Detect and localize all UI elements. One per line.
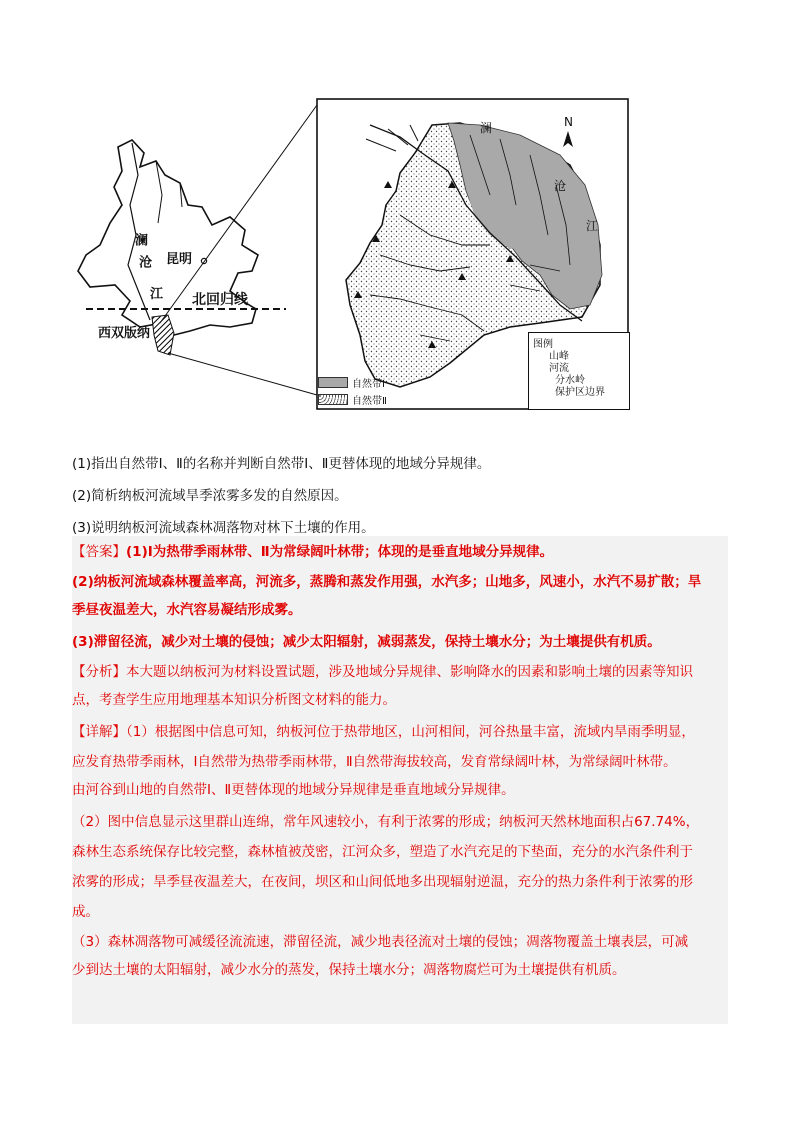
analysis-line-2: 点，考查学生应用地理基本知识分析图文材料的能力。 xyxy=(72,692,396,708)
north-label: N xyxy=(564,115,573,129)
answer-line-3: 季昼夜温差大，水汽容易凝结形成雾。 xyxy=(72,602,302,618)
zone-2-legend xyxy=(318,392,387,407)
legend-divide: 分水岭 xyxy=(555,375,585,386)
analysis-line-1: 【分析】本大题以纳板河为材料设置试题，涉及地域分异规律、影响降水的因素和影响土壤的因素等知识 xyxy=(72,664,693,680)
answer-line-4: (3)滞留径流，减少对土壤的侵蚀；减少太阳辐射，减弱蒸发，保持土壤水分；为土壤提供有机质。 xyxy=(72,634,661,650)
analysis-tag: 【分析】 xyxy=(72,664,126,680)
answer-section xyxy=(72,536,728,1024)
basin-lancang-1: 澜 xyxy=(480,121,493,135)
lancang-label-1: 澜 xyxy=(132,233,147,248)
zone-1-swatch xyxy=(318,377,348,388)
tropic-label: 北回归线 xyxy=(192,292,248,308)
detail-tag: 【详解】 xyxy=(72,724,126,740)
detail-line-3: 由河谷到山地的自然带Ⅰ、Ⅱ更替体现的地域分异规律是垂直地域分异规律。 xyxy=(72,782,515,798)
xishuangbanna-label: 西双版纳 xyxy=(98,326,151,341)
legend-reserve-boundary: 保护区边界 xyxy=(555,387,605,398)
detail-line-6: 浓雾的形成；旱季昼夜温差大，在夜间，坝区和山间低地多出现辐射逆温，充分的热力条件利于浓雾的形 xyxy=(72,874,693,890)
basin-lancang-3: 江 xyxy=(586,219,599,233)
legend-river: 河流 xyxy=(549,363,569,374)
zone-1-legend xyxy=(318,375,385,390)
question-3: (3)说明纳板河流域森林凋落物对林下土壤的作用。 xyxy=(72,520,375,536)
kunming-label: 昆明 xyxy=(166,252,193,267)
legend-peak: 山峰 xyxy=(549,351,569,362)
question-1: (1)指出自然带Ⅰ、Ⅱ的名称并判断自然带Ⅰ、Ⅱ更替体现的地域分异规律。 xyxy=(72,456,491,472)
detail-line-8: （3）森林凋落物可减缓径流流速，滞留径流，减少地表径流对土壤的侵蚀；凋落物覆盖土壤表层，可减 xyxy=(72,934,689,950)
lancang-label-3: 江 xyxy=(150,287,164,302)
zone-1-legend-label: 自然带Ⅰ xyxy=(352,379,385,390)
question-2: (2)简析纳板河流域旱季浓雾多发的自然原因。 xyxy=(72,488,348,504)
detail-line-1: 【详解】（1）根据图中信息可知，纳板河位于热带地区，山河相间，河谷热量丰富，流域内旱雨季明显， xyxy=(72,724,695,740)
answer-tag: 【答案】 xyxy=(72,544,126,560)
legend-title: 图例 xyxy=(533,339,553,350)
detail-line-7: 成。 xyxy=(72,904,99,920)
lancang-label-2: 沧 xyxy=(136,255,151,270)
basin-lancang-2: 沧 xyxy=(554,179,567,193)
detail-line-5: 森林生态系统保存比较完整，森林植被茂密，江河众多，塑造了水汽充足的下垫面，充分的水汽条件利于 xyxy=(72,844,693,860)
map-legend xyxy=(528,332,630,410)
detail-line-2: 应发育热带季雨林，Ⅰ自然带为热带季雨林带，Ⅱ自然带海拔较高，发育常绿阔叶林，为常绿阔叶林带。 xyxy=(72,754,677,770)
detail-line-4: （2）图中信息显示这里群山连绵，常年风速较小，有利于浓雾的形成；纳板河天然林地面积占67.74%， xyxy=(72,814,700,830)
zone-2-legend-label: 自然带Ⅱ xyxy=(352,396,387,407)
detail-line-9: 少到达土壤的太阳辐射，减少水分的蒸发，保持土壤水分；凋落物腐烂可为土壤提供有机质。 xyxy=(72,962,626,978)
map-figure xyxy=(70,95,730,415)
zone-2-swatch xyxy=(318,394,348,405)
answer-line-2: (2)纳板河流域森林覆盖率高，河流多，蒸腾和蒸发作用强，水汽多；山地多，风速小，水汽不易扩散；旱 xyxy=(72,574,702,590)
questions xyxy=(72,448,732,544)
answer-line-1: 【答案】(1)Ⅰ为热带季雨林带、Ⅱ为常绿阔叶林带；体现的是垂直地域分异规律。 xyxy=(72,544,554,560)
